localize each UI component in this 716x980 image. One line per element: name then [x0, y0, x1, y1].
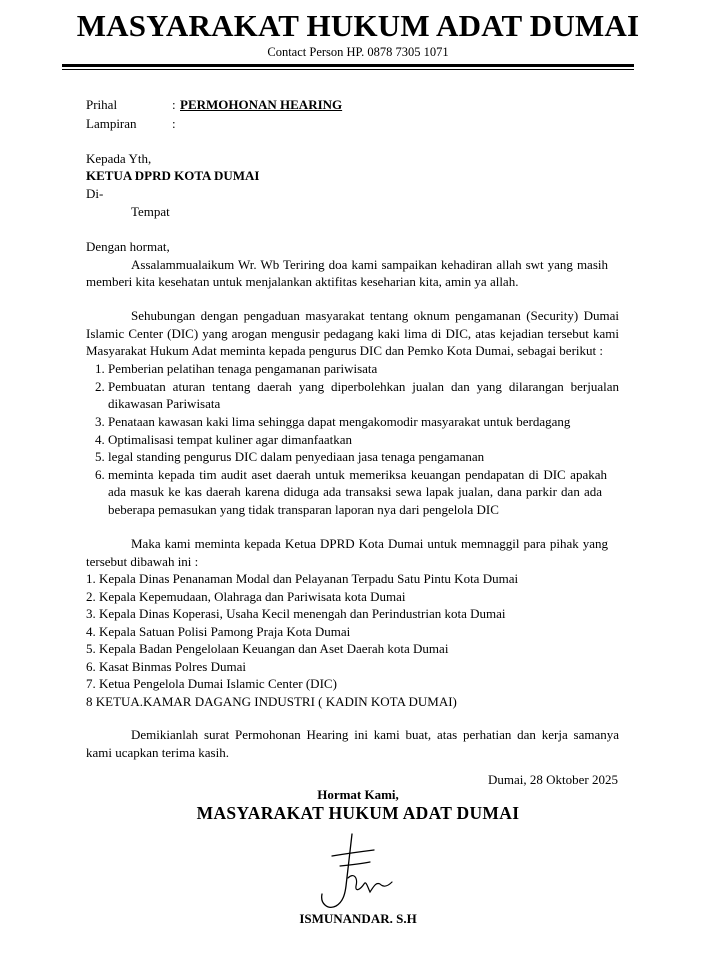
request-text: Penataan kawasan kaki lima sehingga dapat mengakomodir masyarakat untuk berdagang [108, 414, 571, 429]
party-item: 1. Kepala Dinas Penanaman Modal dan Pelayanan Terpadu Satu Pintu Kota Dumai [86, 571, 519, 586]
request-text: ada masuk ke kas daerah karena diduga ada transaksi sewa lapak jualan, dana parkir dan ada [108, 484, 602, 499]
party-item: 4. Kepala Satuan Polisi Pamong Praja Kota Dumai [86, 624, 351, 639]
para3-line1: Maka kami meminta kepada Ketua DPRD Kota Dumai untuk memnaggil para pihak yang [131, 536, 608, 551]
letterhead-title: MASYARAKAT HUKUM ADAT DUMAI [76, 8, 640, 43]
request-text: beberapa pemasukan yang tidak transparan laporan nya dari pengelola DIC [108, 502, 499, 517]
request-number: 4. [95, 432, 105, 447]
request-number: 3. [95, 414, 105, 429]
para2-line3: Masyarakat Hukum Adat meminta kepada pengurus DIC dan Pemko Kota Dumai, sebagai berikut : [86, 343, 603, 358]
letterhead-rule-thin [62, 69, 634, 70]
letterhead-contact: Contact Person HP. 0878 7305 1071 [267, 45, 449, 59]
request-text: Pemberian pelatihan tenaga pengamanan pariwisata [108, 361, 378, 376]
request-number: 5. [95, 449, 105, 464]
signoff-org: MASYARAKAT HUKUM ADAT DUMAI [196, 803, 520, 823]
recipient-tempat: Tempat [131, 204, 170, 219]
request-number: 1. [95, 361, 105, 376]
request-text: Pembuatan aturan tentang daerah yang diperbolehkan jualan dan yang dilarangan berjualan [108, 379, 619, 394]
signer-name: ISMUNANDAR. S.H [299, 911, 417, 926]
place-date: Dumai, 28 Oktober 2025 [488, 772, 618, 787]
party-item: 3. Kepala Dinas Koperasi, Usaha Kecil menengah dan Perindustrian kota Dumai [86, 606, 506, 621]
prihal-label: Prihal [86, 97, 118, 112]
party-item: 8 KETUA.KAMAR DAGANG INDUSTRI ( KADIN KOTA DUMAI) [86, 694, 457, 709]
request-number: 6. [95, 467, 105, 482]
party-item: 6. Kasat Binmas Polres Dumai [86, 659, 246, 674]
greeting: Dengan hormat, [86, 239, 170, 254]
letterhead-rule-thick [62, 64, 634, 67]
lampiran-label: Lampiran [86, 116, 137, 131]
party-item: 2. Kepala Kepemudaan, Olahraga dan Pariwisata kota Dumai [86, 589, 406, 604]
regards: Hormat Kami, [317, 787, 399, 802]
para1-line1: Assalammualaikum Wr. Wb Teriring doa kami sampaikan kehadiran allah swt yang masih [131, 257, 608, 272]
lampiran-separator: : [172, 116, 176, 131]
signature-image [310, 832, 400, 912]
closing-line2: kami ucapkan terima kasih. [86, 745, 229, 760]
request-number: 2. [95, 379, 105, 394]
para3-line2: tersebut dibawah ini : [86, 554, 199, 569]
recipient-di: Di- [86, 186, 104, 201]
para2-line1: Sehubungan dengan pengaduan masyarakat tentang oknum pengamanan (Security) Dumai [131, 308, 619, 323]
recipient-title: KETUA DPRD KOTA DUMAI [86, 168, 260, 183]
request-text: legal standing pengurus DIC dalam penyediaan jasa tenaga pengamanan [108, 449, 485, 464]
request-text: meminta kepada tim audit aset daerah untuk memeriksa keuangan pendapatan di DIC apakah [108, 467, 607, 482]
prihal-value: PERMOHONAN HEARING [180, 97, 343, 112]
party-item: 7. Ketua Pengelola Dumai Islamic Center (DIC) [86, 676, 337, 691]
party-item: 5. Kepala Badan Pengelolaan Keuangan dan Aset Daerah kota Dumai [86, 641, 449, 656]
para2-line2: Islamic Center (DIC) yang arogan mengusir pedagang kaki lima di DIC, atas kejadian tersebut kami [86, 326, 619, 341]
recipient-salutation: Kepada Yth, [86, 151, 152, 166]
prihal-separator: : [172, 97, 176, 112]
request-text: Optimalisasi tempat kuliner agar dimanfaatkan [108, 432, 353, 447]
request-text: dikawasan Pariwisata [108, 396, 221, 411]
para1-line2: memberi kita kesehatan untuk menjalankan aktifitas keseharian kita, amin ya allah. [86, 274, 519, 289]
closing-line1: Demikianlah surat Permohonan Hearing ini kami buat, atas perhatian dan kerja samanya [131, 727, 619, 742]
